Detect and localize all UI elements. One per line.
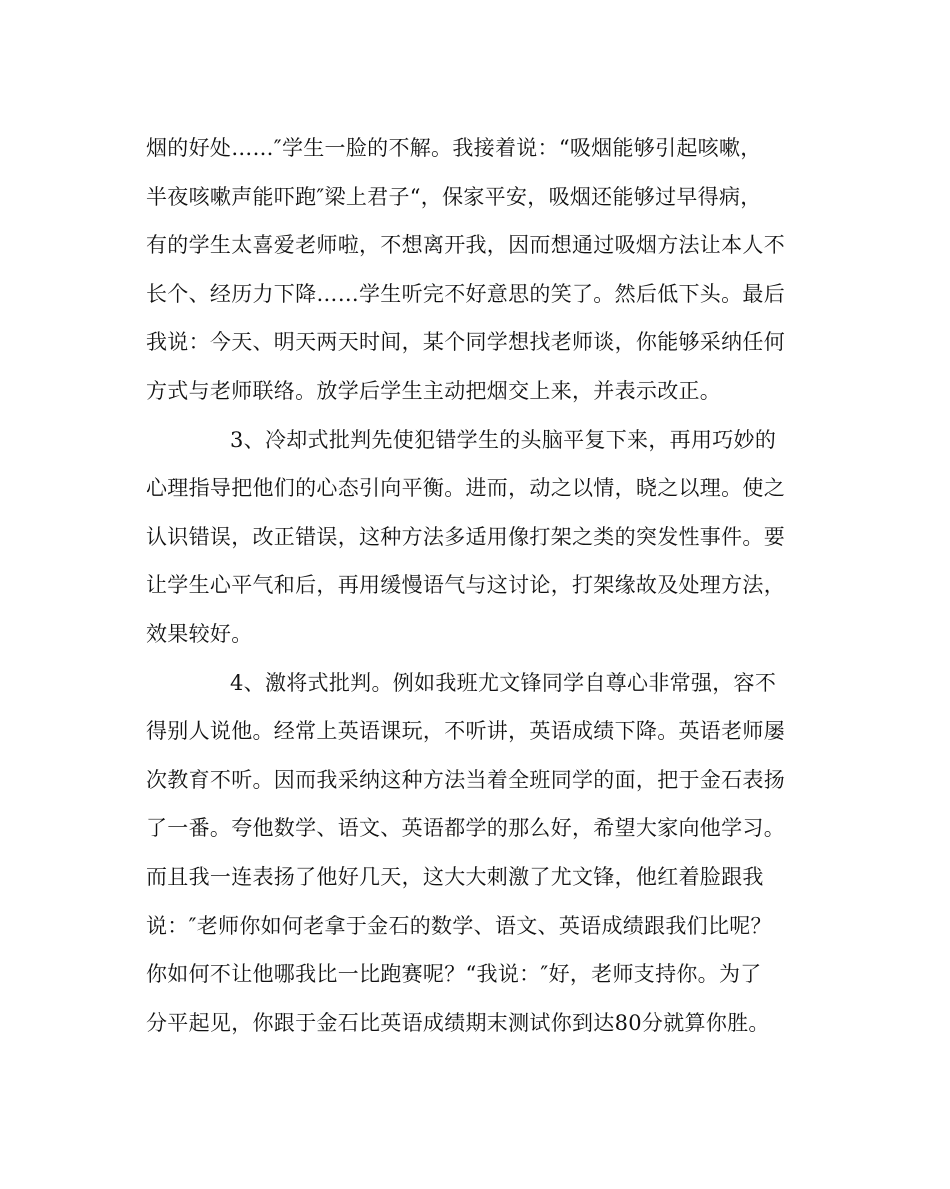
text-line: 让学生心平气和后，再用缓慢语气与这讨论，打架缘故及处理方法， [146, 573, 785, 598]
text-line: 效果较好。 [146, 621, 253, 646]
text-line: 次教育不听。因而我采纳这种方法当着全班同学的面，把于金石表扬 [146, 767, 785, 792]
text-line: 我说：今天、明天两天时间，某个同学想找老师谈，你能够采纳任何 [146, 330, 785, 355]
paragraph-4-first-line: 4、激将式批判。例如我班尤文锋同学自尊心非常强，容不 [230, 670, 777, 695]
paragraph-3-first-line: 3、冷却式批判先使犯错学生的头脑平复下来，再用巧妙的 [230, 427, 777, 452]
text-line: 有的学生太喜爱老师啦，不想离开我，因而想通过吸烟方法让本人不 [146, 233, 785, 258]
text-line: 分平起见，你跟于金石比英语成绩期末测试你到达80分就算你胜。 [146, 1010, 770, 1035]
text-line: 了一番。夸他数学、语文、英语都学的那么好，希望大家向他学习。 [146, 816, 785, 841]
text-line: 认识错误，改正错误，这种方法多适用像打架之类的突发性事件。要 [146, 524, 785, 549]
body-text [146, 124, 806, 1047]
text-line: 说：″老师你如何老拿于金石的数学、语文、英语成绩跟我们比呢？ [146, 913, 772, 938]
text-line: 方式与老师联络。放学后学生主动把烟交上来，并表示改正。 [146, 378, 722, 403]
text-line: 而且我一连表扬了他好几天，这大大刺激了尤文锋，他红着脸跟我 [146, 864, 764, 889]
text-line: 长个、经历力下降……学生听完不好意思的笑了。然后低下头。最后 [146, 281, 785, 306]
text-line: 心理指导把他们的心态引向平衡。进而，动之以情，晓之以理。使之 [146, 476, 785, 501]
text-line: 你如何不让他哪我比一比跑赛呢？“我说：″好，老师支持你。为了 [146, 962, 762, 987]
text-line: 烟的好处……″学生一脸的不解。我接着说：“吸烟能够引起咳嗽， [146, 136, 762, 160]
text-line: 得别人说他。经常上英语课玩，不听讲，英语成绩下降。英语老师屡 [146, 719, 785, 744]
text-line: 半夜咳嗽声能吓跑″梁上君子“，保家平安，吸烟还能够过早得病， [146, 184, 762, 209]
